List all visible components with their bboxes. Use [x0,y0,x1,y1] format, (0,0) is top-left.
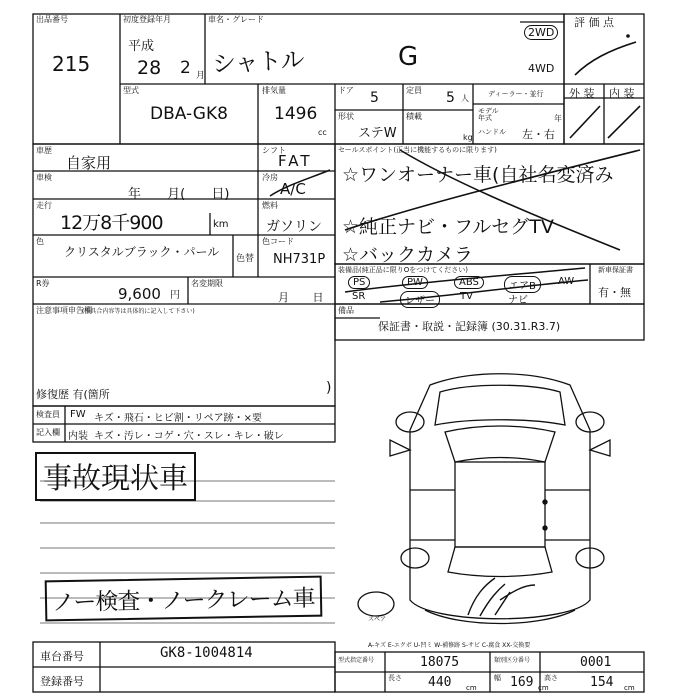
ac-label: 冷房 [262,173,278,182]
month: 2 [180,58,191,78]
accident-car-note: 事故現状車 [35,452,196,501]
repair-history-value: 有(箇所 [72,388,110,401]
year: 28 [137,57,162,79]
exterior-label: 外 装 [569,87,595,100]
fuel-label: 燃料 [262,201,278,210]
equipment-tv: TV [460,291,473,302]
damage-legend: A-キズ E-エクボ U-凹ミ W-補修跡 S-サビ C-腐食 XX-交換要 [368,642,531,649]
interior-label: 内 装 [609,87,635,100]
drive-2wd-option: 2WD [524,25,558,40]
doors: 5 [370,90,379,106]
class-number-label: 類別区分番号 [494,657,531,664]
fw-items: キズ・飛石・ヒビ割・リペア跡・×要 [94,413,262,424]
height-value: 154 [590,675,614,690]
equipment-pw: PW [402,276,428,289]
inspection-date: 年 月( 日) [128,187,230,202]
model-designation-number: 18075 [420,655,460,670]
documents: 保証書・取説・記録簿 (30.31.R3.7) [378,320,561,333]
name-change-label: 名変期限 [191,279,223,288]
recycle-unit: 円 [170,290,180,301]
fuel-type: ガソリン [266,219,322,235]
history-label: 車歴 [36,146,52,155]
ac-type: A/C [280,180,306,198]
recycle-label: R券 [36,279,50,288]
selling-points-label: セールスポイント(正当に機能するものに限ります) [338,146,497,154]
equipment-leather: レザー [400,291,440,308]
model-label: 型式 [123,86,139,95]
class-number: 0001 [580,655,612,670]
lot-number: 215 [52,52,91,76]
capacity-unit: 人 [461,94,469,103]
equipment-sr: SR [352,291,366,302]
model-designation-label: 型式指定番号 [338,657,375,664]
doors-label: ドア [338,86,354,95]
handle-side: 左・右 [522,128,555,141]
displacement-unit: cc [318,128,327,137]
shape-label: 形状 [338,112,354,121]
displacement-label: 排気量 [262,86,286,95]
color-name: クリスタルブラック・パール [64,245,220,259]
length-label: 長さ [388,674,402,682]
inspector-entry-label: 記入欄 [36,428,60,437]
length-unit: cm [466,684,477,692]
width-unit: cm [538,684,549,692]
length-value: 440 [428,675,452,690]
shift-label: シフト [262,146,286,155]
color-code-label: 色コード [262,237,294,246]
interior-inspection-label: 内装 [68,431,88,442]
grade: G [398,42,419,72]
shift-type: FAT [278,152,313,170]
color-label: 色 [36,237,44,246]
equipment-aw: AW [558,276,575,287]
repair-history-label: 修復歴 [36,388,69,401]
chassis-label: 車台番号 [40,650,84,663]
first-registration-label: 初度登録年月 [123,15,171,24]
mileage-unit: km [213,219,229,230]
documents-label: 備品 [338,306,354,315]
mileage: 12万8千900 [60,212,163,234]
capacity: 5 [446,90,455,106]
notes-hint: (不具合内容等は具体的に記入して下さい) [82,308,195,315]
spare-label: スペア [368,616,387,623]
newcar-warranty: 有・無 [598,286,631,299]
inspection-label: 車検 [36,173,52,182]
equipment-label: 装備品(純正品に限りOをつけてください) [338,266,468,274]
interior-inspection-items: キズ・汚レ・コゲ・穴・スレ・キレ・破レ [94,431,284,442]
notes-label: 注意事項申告欄 [36,306,92,315]
height-unit: cm [624,684,635,692]
width-label: 幅 [494,674,501,682]
fw-label: FW [70,409,86,420]
repair-close-bracket: ) [326,380,332,396]
model-year-label: モデル年式 [478,107,499,122]
month-unit: 月 [196,71,206,81]
equipment-ps: PS [348,276,370,289]
lot-number-label: 出品番号 [36,15,68,24]
chassis-number: GK8-1004814 [160,645,253,661]
inspector-label: 検査員 [36,410,60,419]
recycle-fee: 9,600 [118,285,161,303]
car-name-label: 車名・グレード [208,15,264,24]
mileage-label: 走行 [36,201,52,210]
selling-point-3: ☆バックカメラ [342,244,474,266]
usage-type: 自家用 [66,154,112,172]
width-value: 169 [510,675,534,690]
load-unit: kg [463,133,473,142]
name-change-deadline: 月 日 [278,291,324,304]
body-shape: ステW [358,126,397,141]
model-code: DBA-GK8 [150,104,228,124]
color-change-label: 色替 [236,254,255,264]
equipment-airbag: エアB [504,276,541,293]
selling-point-2: ☆純正ナビ・フルセグTV [342,216,554,238]
model-year-unit: 年 [554,114,562,123]
evaluation-label: 評 価 点 [574,16,614,29]
selling-point-1: ☆ワンオーナー車(自社名変済み [342,164,614,186]
color-code: NH731P [273,252,326,267]
equipment-abs: ABS [454,276,484,289]
car-name: シャトル [211,45,305,79]
handle-label: ハンドル [478,128,506,136]
dealer-label: ディーラー・並行 [488,90,544,98]
registration-label: 登録番号 [40,675,84,688]
displacement: 1496 [274,104,318,124]
era: 平成 [128,39,155,54]
height-label: 高さ [544,674,558,682]
capacity-label: 定員 [406,86,422,95]
drive-4wd-option: 4WD [528,62,555,75]
no-claim-note: ノー検査・ノークレーム車 [45,576,322,622]
load-label: 積載 [406,112,422,121]
equipment-navi: ナビ [508,295,528,306]
newcar-warranty-label: 新車保証書 [598,266,633,274]
